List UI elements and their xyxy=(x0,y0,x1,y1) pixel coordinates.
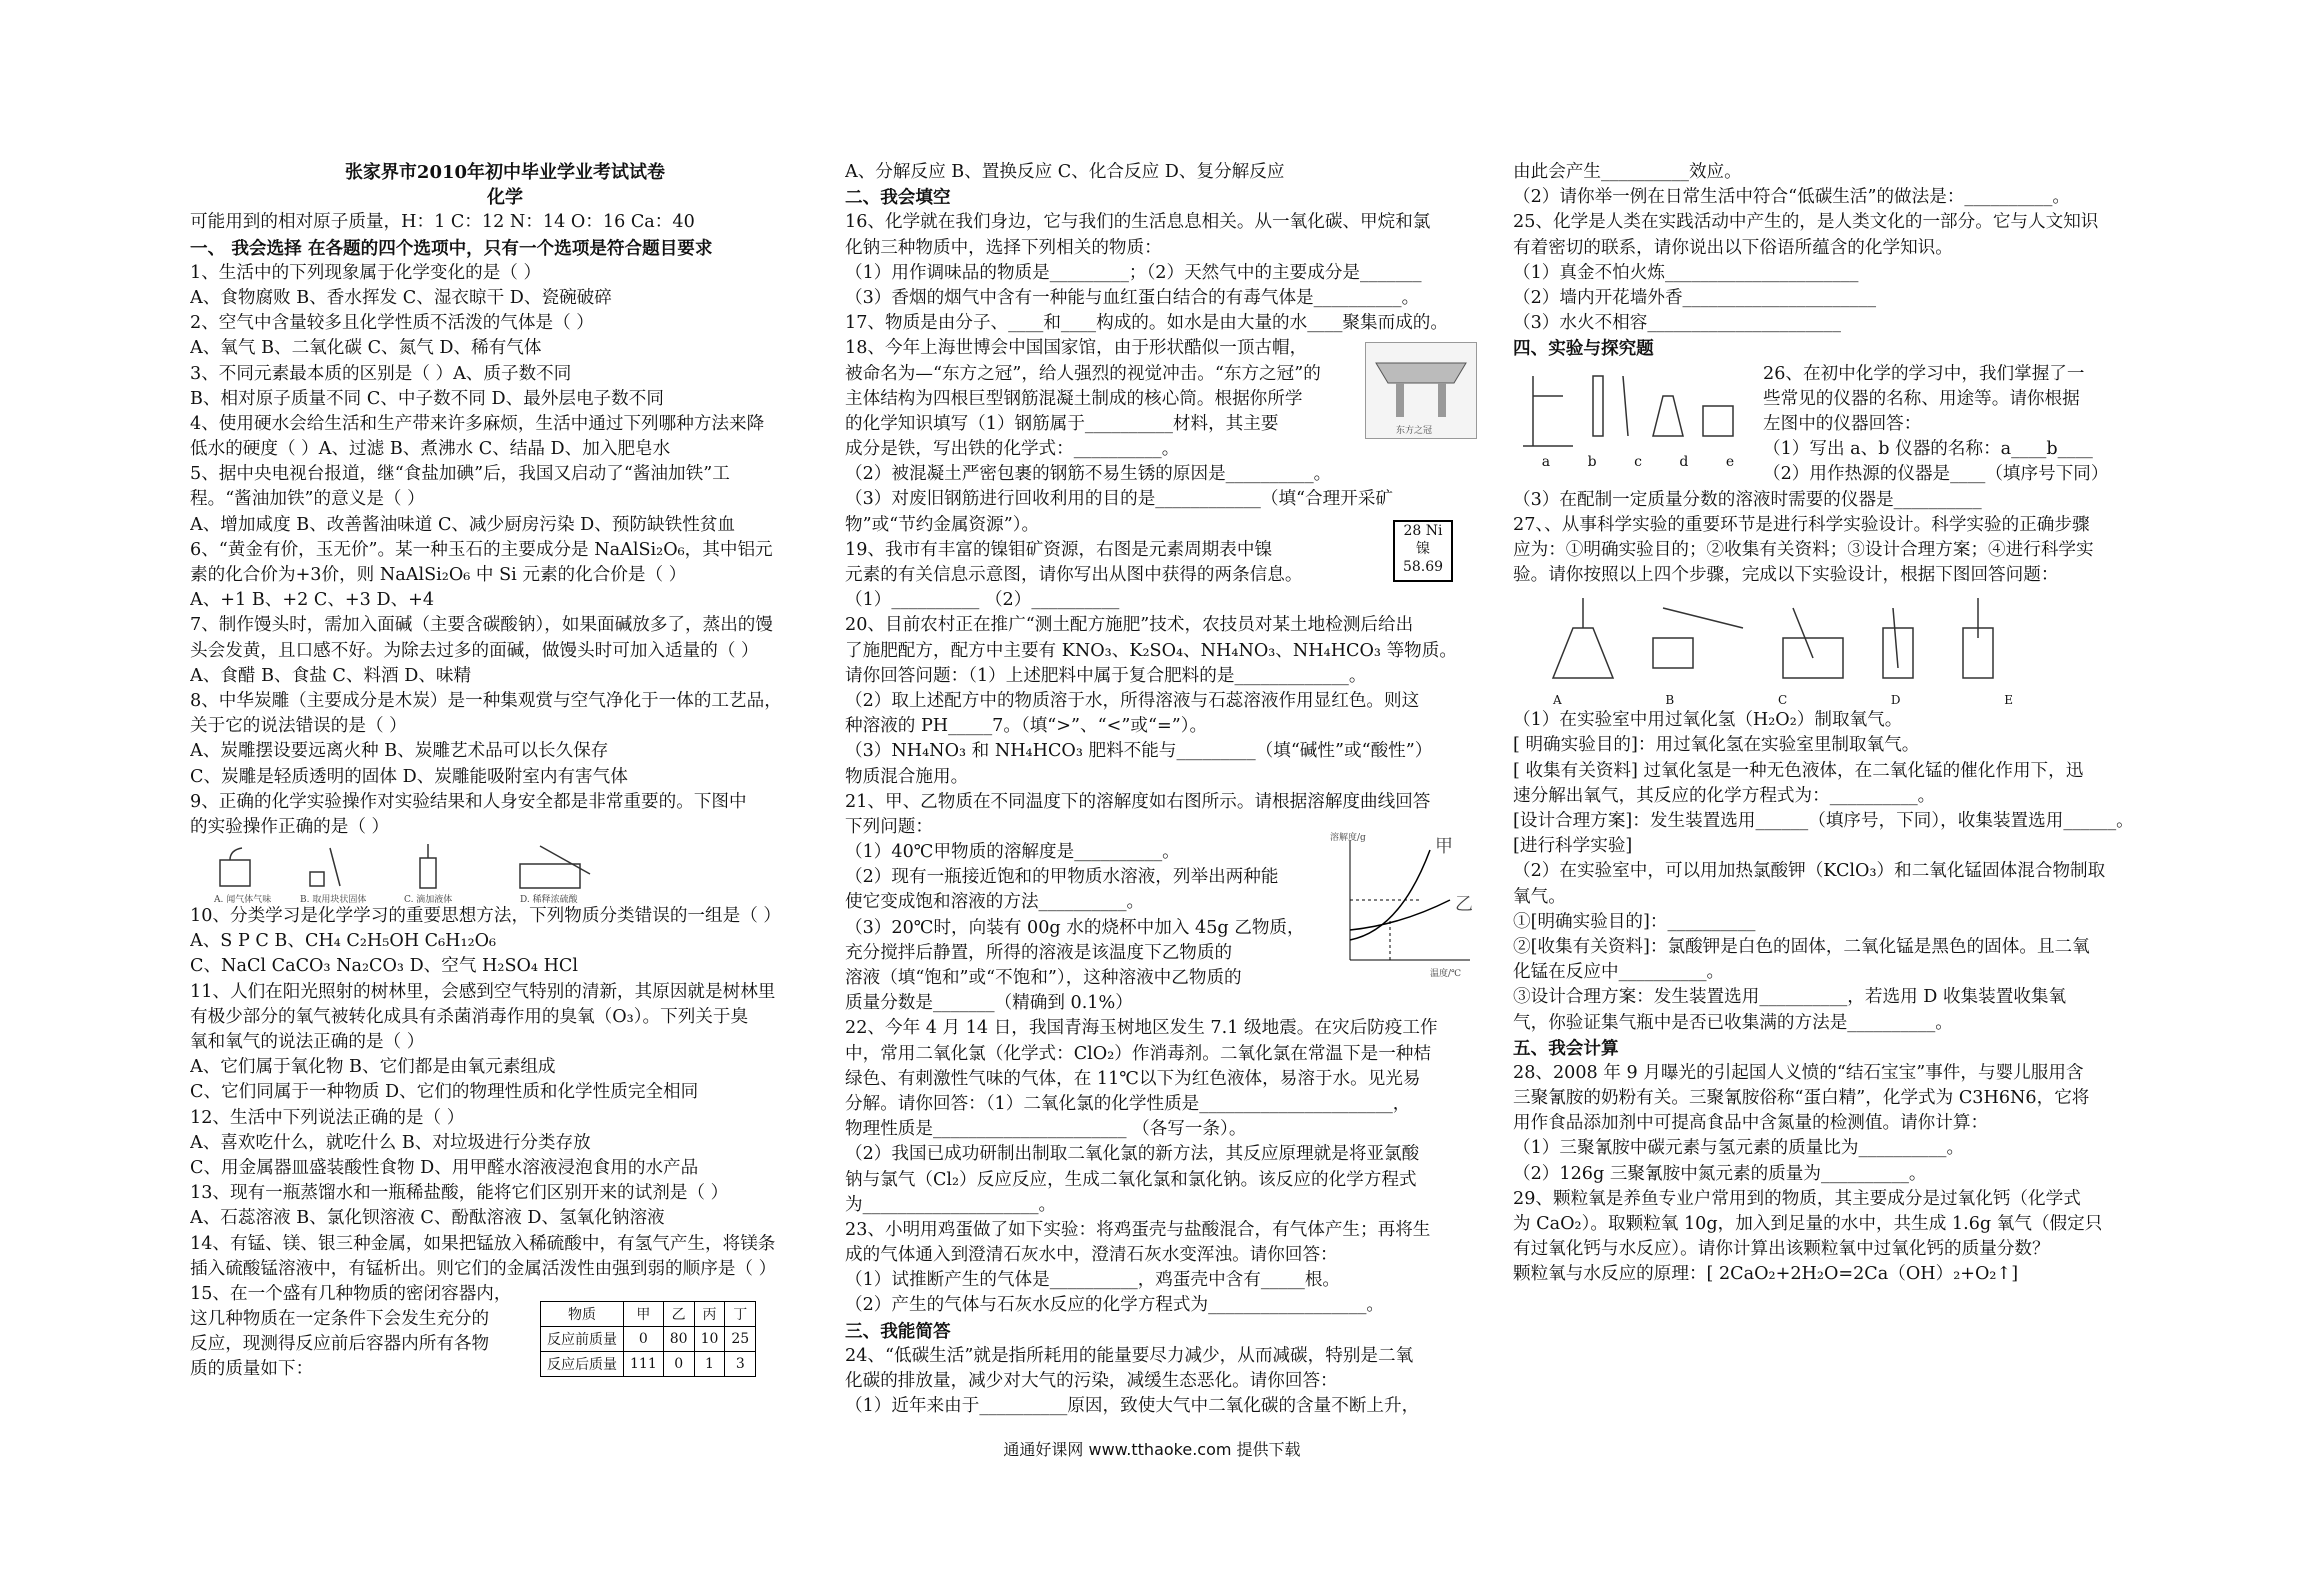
app-label: D xyxy=(1890,693,1901,708)
text-line: 氧和氧气的说法正确的是（ ） xyxy=(190,1032,425,1052)
text-line: 有过氧化钙与水反应）。请你计算出该颗粒氧中过氧化钙的质量分数？ xyxy=(1513,1239,2050,1260)
table-cell: 1 xyxy=(694,1352,725,1377)
ni-number: 28 xyxy=(1403,523,1422,539)
text-line: （1）40℃甲物质的溶解度是__________。 xyxy=(845,842,1180,863)
text-line: 被命名为—“东方之冠”，给人强烈的视觉冲击。“东方之冠”的 xyxy=(845,363,1321,384)
apparatus-figure xyxy=(1513,588,2143,708)
table-cell: 25 xyxy=(725,1327,756,1352)
text-line: 颗粒氧与水反应的原理：[ 2CaO₂+2H₂O=2Ca（OH）₂+O₂↑] xyxy=(1513,1264,2019,1285)
text-line: （1）写出 a、b 仪器的名称：a____b____ xyxy=(1763,439,2093,460)
column-1 xyxy=(190,160,820,1383)
text-line: 16、化学就在我们身边，它与我们的生活息息相关。从一氧化碳、甲烷和氯 xyxy=(845,212,1431,233)
text-line: 氧气。 xyxy=(1513,886,1566,907)
text-line: A、喜欢吃什么，就吃什么 B、对垃圾进行分类存放 xyxy=(190,1132,591,1153)
text-line: 12、生活中下列说法正确的是（ ） xyxy=(190,1107,465,1128)
text-line: ①[明确实验目的]：__________ xyxy=(1513,911,1756,932)
table-cell: 反应前质量 xyxy=(541,1327,624,1352)
crown-image xyxy=(1365,342,1477,439)
text-line: 6、“黄金有价，玉无价”。某一种玉石的主要成分是 NaAlSi₂O₆，其中铝元 xyxy=(190,539,773,560)
text-line: （3）水火不相容______________________ xyxy=(1513,313,1841,334)
text-line: （1）在实验室中用过氧化氢（H₂O₂）制取氧气。 xyxy=(1513,710,1903,731)
text-line: （1）近年来由于__________原因，致使大气中二氧化碳的含量不断上升， xyxy=(845,1396,1420,1417)
ni-mass: 58.69 xyxy=(1402,559,1444,575)
text-line: 14、有锰、镁、银三种金属，如果把锰放入稀硫酸中，有氢气产生，将镁条 xyxy=(190,1233,776,1254)
text-line: A、食醋 B、食盐 C、料酒 D、味精 xyxy=(190,665,472,686)
fig9-label-c: C. 滴加液体 xyxy=(404,895,453,906)
text-line: 9、正确的化学实验操作对实验结果和人身安全都是非常重要的。下图中 xyxy=(190,791,747,812)
text-line: 的化学知识填写（1）钢筋属于__________材料，其主要 xyxy=(845,413,1279,434)
text-line: A、增加咸度 B、改善酱油味道 C、减少厨房污染 D、预防缺铁性贫血 xyxy=(190,514,736,535)
text-line: ③设计合理方案：发生装置选用__________，若选用 D 收集装置收集氧 xyxy=(1513,987,2067,1008)
table-cell: 80 xyxy=(663,1327,694,1352)
text-line: 28、2008 年 9 月曝光的引起国人义愤的“结石宝宝”事件，与婴儿服用含 xyxy=(1513,1062,2084,1083)
curve-label-jia: 甲 xyxy=(1435,836,1453,857)
table-cell: 111 xyxy=(624,1352,664,1377)
text-line: 用作食品添加剂中可提高食品中含氮量的检测值。请你计算： xyxy=(1513,1113,1989,1134)
text-line: 左图中的仪器回答： xyxy=(1763,413,1922,434)
crown-caption: 东方之冠 xyxy=(1396,426,1433,436)
text-line: 1、生活中的下列现象属于化学变化的是（ ） xyxy=(190,262,542,283)
text-line: 质量分数是_______（精确到 0.1%） xyxy=(845,993,1133,1014)
text-line: 二、我会填空 xyxy=(845,187,951,209)
text-line: 25、化学是人类在实践活动中产生的，是人类文化的一部分。它与人文知识 xyxy=(1513,212,2099,233)
text-line: B、相对原子质量不同 C、中子数不同 D、最外层电子数不同 xyxy=(190,388,664,409)
q9-figure xyxy=(190,844,820,906)
text-line: （2）产生的气体与石灰水反应的化学方程式为__________________。 xyxy=(845,1295,1385,1316)
page-footer: 通通好课网 www.tthaoke.com 提供下载 xyxy=(1003,1440,1301,1459)
text-line: 物理性质是______________________ （各写一条）。 xyxy=(845,1119,1247,1140)
text-line: A、炭雕摆设要远离火种 B、炭雕艺术品可以长久保存 xyxy=(190,741,609,762)
text-line: 绿色、有刺激性气味的气体，在 11℃以下为红色液体，易溶于水。见光易 xyxy=(845,1068,1421,1089)
table-cell: 0 xyxy=(663,1352,694,1377)
text-line: 23、小明用鸡蛋做了如下实验：将鸡蛋壳与盐酸混合，有气体产生；再将生 xyxy=(845,1219,1431,1240)
text-line: 15、在一个盛有几种物质的密闭容器内， xyxy=(190,1283,512,1304)
text-line: [进行科学实验] xyxy=(1513,836,1633,857)
text-line: （3）对废旧钢筋进行回收利用的目的是____________（填“合理开采矿 xyxy=(845,489,1394,510)
text-line: 成的气体通入到澄清石灰水中，澄清石灰水变浑浊。请你回答： xyxy=(845,1245,1338,1266)
text-line: 三聚氰胺的奶粉有关。三聚氰胺俗称“蛋白精”，化学式为 C3H6N6，它将 xyxy=(1513,1088,2090,1109)
inst-label: b xyxy=(1587,453,1597,470)
text-line: 种溶液的 PH_____7。（填“>”、“<”或“=”）。 xyxy=(845,716,1208,737)
text-line: 为____________________。 xyxy=(845,1194,1057,1215)
text-line: 22、今年 4 月 14 日，我国青海玉树地区发生 7.1 级地震。在灾后防疫工作 xyxy=(845,1018,1438,1039)
text-line: 8、中华炭雕（主要成分是木炭）是一种集观赏与空气净化于一体的工艺品， xyxy=(190,690,782,711)
text-line: 的实验操作正确的是（ ） xyxy=(190,816,390,837)
apparatus-drawings xyxy=(1513,588,2133,688)
nickel-element-card xyxy=(1393,520,1453,582)
text-line: 13、现有一瓶蒸馏水和一瓶稀盐酸，能将它们区别开来的试剂是（ ） xyxy=(190,1183,729,1204)
table-cell: 3 xyxy=(725,1352,756,1377)
q26-block xyxy=(1513,362,2143,488)
text-line: A、氧气 B、二氧化碳 C、氮气 D、稀有气体 xyxy=(190,338,542,359)
text-line: ②[收集有关资料]：氯酸钾是白色的固体，二氧化锰是黑色的固体。且二氧 xyxy=(1513,936,2090,957)
text-line: 质的质量如下： xyxy=(190,1359,314,1380)
ni-symbol: Ni xyxy=(1425,523,1443,539)
text-line: 钠与氯气（Cl₂）反应反应，生成二氧化氯和氯化钠。该反应的化学方程式 xyxy=(845,1169,1417,1190)
text-line: 3、不同元素最本质的区别是（ ）A、质子数不同 xyxy=(190,363,572,384)
text-line: 使它变成饱和溶液的方法__________。 xyxy=(845,892,1145,913)
text-line: [ 收集有关资料] 过氧化氢是一种无色液体，在二氧化锰的催化作用下，迅 xyxy=(1513,760,2084,781)
column-3 xyxy=(1513,160,2143,1288)
text-line: 溶液（填“饱和”或“不饱和”），这种溶液中乙物质的 xyxy=(845,968,1242,988)
text-line: 这几种物质在一定条件下会发生充分的 xyxy=(190,1309,490,1330)
text-line: [ 明确实验目的]：用过氧化氢在实验室里制取氧气。 xyxy=(1513,735,1920,756)
text-line: 充分搅拌后静置，所得的溶液是该温度下乙物质的 xyxy=(845,942,1233,963)
table-cell: 物质 xyxy=(541,1302,624,1327)
text-line: [设计合理方案]：发生装置选用______（填序号，下同），收集装置选用______。 xyxy=(1513,811,2134,831)
text-line: 20、目前农村正在推广“测土配方施肥”技术，农技员对某土地检测后给出 xyxy=(845,615,1414,636)
text-line: 24、“低碳生活”就是指所耗用的能量要尽力减少，从而减碳，特别是二氧 xyxy=(845,1345,1414,1366)
text-line: A、石蕊溶液 B、氯化钡溶液 C、酚酞溶液 D、氢氧化钠溶液 xyxy=(190,1208,665,1229)
ni-name: 镍 xyxy=(1416,541,1430,557)
text-line: 四、实验与探究题 xyxy=(1513,338,1654,360)
text-line: 有着密切的联系，请你说出以下俗语所蕴含的化学知识。 xyxy=(1513,237,1953,258)
fig9-label-a: A. 闻气体气味 xyxy=(214,895,272,906)
table-cell: 丙 xyxy=(694,1302,725,1327)
inst-label: e xyxy=(1725,453,1735,470)
graph-ylabel: 溶解度/g xyxy=(1330,833,1366,843)
graph-xlabel: 温度/℃ xyxy=(1430,969,1462,979)
inst-label: c xyxy=(1634,453,1642,470)
text-line: C、用金属器皿盛装酸性食物 D、用甲醛水溶液浸泡食用的水产品 xyxy=(190,1157,699,1178)
text-line: 化锰在反应中__________。 xyxy=(1513,962,1725,983)
text-line: C、NaCl CaCO₃ Na₂CO₃ D、空气 H₂SO₄ HCl xyxy=(190,956,578,977)
text-line: 素的化合价为+3价，则 NaAlSi₂O₆ 中 Si 元素的化合价是（ ） xyxy=(190,565,687,585)
text-line: A、S P C B、CH₄ C₂H₅OH C₆H₁₂O₆ xyxy=(190,931,497,952)
text-line: 2、空气中含量较多且化学性质不活泼的气体是（ ） xyxy=(190,313,594,334)
text-line: A、分解反应 B、置换反应 C、化合反应 D、复分解反应 xyxy=(845,162,1285,182)
text-line: （3）NH₄NO₃ 和 NH₄HCO₃ 肥料不能与_________（填“碱性”或“酸性”） xyxy=(845,741,1433,762)
exam-title: 张家界市2010年初中毕业学业考试试卷 xyxy=(344,162,666,183)
inst-label: d xyxy=(1679,453,1689,470)
text-line: 气，你验证集气瓶中是否已收集满的方法是__________。 xyxy=(1513,1012,1953,1033)
text-line: 19、我市有丰富的镍钼矿资源，右图是元素周期表中镍 xyxy=(845,539,1273,560)
text-line: 中，常用二氧化氯（化学式：ClO₂）作消毒剂。二氧化氯在常温下是一种桔 xyxy=(845,1043,1431,1064)
text-line: （1）用作调味品的物质是_________；（2）天然气中的主要成分是_______ xyxy=(845,262,1422,283)
text-line: A、它们属于氧化物 B、它们都是由氧元素组成 xyxy=(190,1057,556,1078)
instrument-labels xyxy=(1523,450,1753,475)
text-line: 为 CaO₂）。取颗粒氧 10g，加入到足量的水中，共生成 1.6g 氧气（假定只 xyxy=(1513,1214,2103,1234)
text-line: 有极少部分的氧气被转化成具有杀菌消毒作用的臭氧（O₃）。下列关于臭 xyxy=(190,1006,749,1027)
text-line: （2）取上述配方中的物质溶于水，所得溶液与石蕊溶液作用显红色。则这 xyxy=(845,690,1420,711)
text-line: （1）__________ （2）__________ xyxy=(845,590,1120,611)
app-label: C xyxy=(1777,693,1788,708)
text-line: （2）墙内开花墙外香______________________ xyxy=(1513,287,1877,308)
text-line: 29、颗粒氧是养鱼专业户常用到的物质，其主要成分是过氧化钙（化学式 xyxy=(1513,1188,2081,1209)
china-pavilion-picture xyxy=(1366,343,1476,423)
app-label: A xyxy=(1553,693,1562,708)
fig9-label-b: B. 取用块状固体 xyxy=(300,895,367,906)
text-line: 五、我会计算 xyxy=(1513,1037,1619,1059)
text-line: 7、制作馒头时，需加入面碱（主要含碳酸钠），如果面碱放多了，蒸出的馒 xyxy=(190,615,773,636)
text-line: 请你回答问题：（1）上述肥料中属于复合肥料的是_____________。 xyxy=(845,665,1367,686)
text-line: 速分解出氧气，其反应的化学方程式为：__________。 xyxy=(1513,785,1936,806)
text-line: （1）真金不怕火炼______________________ xyxy=(1513,262,1859,283)
text-line: 21、甲、乙物质在不同温度下的溶解度如右图所示。请根据溶解度曲线回答 xyxy=(845,791,1431,812)
text-line: 26、在初中化学的学习中，我们掌握了一 xyxy=(1763,363,2085,384)
text-line: （3）20℃时，向装有 00g 水的烧杯中加入 45g 乙物质， xyxy=(845,917,1305,938)
table-cell: 0 xyxy=(624,1327,664,1352)
text-line: （2）126g 三聚氰胺中氮元素的质量为__________。 xyxy=(1513,1163,1927,1184)
text-line: 插入硫酸锰溶液中，有锰析出。则它们的金属活泼性由强到弱的顺序是（ ） xyxy=(190,1258,777,1279)
text-line: 27、、从事科学实验的重要环节是进行科学实验设计。科学实验的正确步骤 xyxy=(1513,514,2090,535)
text-line: （3）香烟的烟气中含有一种能与血红蛋白结合的有毒气体是__________。 xyxy=(845,287,1420,308)
table-cell: 10 xyxy=(694,1327,725,1352)
fig9-label-d: D. 稀释浓硫酸 xyxy=(520,895,578,906)
text-line: （3）在配制一定质量分数的溶液时需要的仪器是__________ xyxy=(1513,489,1982,510)
text-line: 头会发黄，且口感不好。为除去过多的面碱，做馒头时可加入适量的（ ） xyxy=(190,640,759,661)
text-line: （2）用作热源的仪器是____（填序号下同） xyxy=(1763,464,2109,485)
text-line: （2）请你举一例在日常生活中符合“低碳生活”的做法是：__________。 xyxy=(1513,187,2070,208)
table-cell: 乙 xyxy=(663,1302,694,1327)
text-line: 18、今年上海世博会中国国家馆，由于形状酷似一顶古帽， xyxy=(845,338,1308,359)
exam-subject: 化学 xyxy=(487,187,523,209)
text-line: 一、 我会选择 在各题的四个选项中，只有一个选项是符合题目要求 xyxy=(190,237,713,259)
text-line: 11、人们在阳光照射的树林里，会感到空气特别的清新，其原因就是树林里 xyxy=(190,981,776,1002)
text-line: 下列问题： xyxy=(845,816,933,837)
table-cell: 反应后质量 xyxy=(541,1352,624,1377)
text-line: 关于它的说法错误的是（ ） xyxy=(190,716,407,737)
text-line: （2）在实验室中，可以用加热氯酸钾（KClO₃）和二氧化锰固体混合物制取 xyxy=(1513,861,2106,882)
text-line: 4、使用硬水会给生活和生产带来许多麻烦，生活中通过下列哪种方法来降 xyxy=(190,413,765,434)
text-line: 17、物质是由分子、____和____构成的。如水是由大量的水____聚集而成的。 xyxy=(845,313,1448,334)
text-line: （2）被混凝土严密包裹的钢筋不易生锈的原因是__________。 xyxy=(845,464,1332,485)
text-line: 分解。请你回答：（1）二氧化氯的化学性质是______________________， xyxy=(845,1093,1411,1114)
text-line: 三、我能简答 xyxy=(845,1320,951,1342)
apparatus-labels xyxy=(1553,688,2013,713)
text-line: 些常见的仪器的名称、用途等。请你根据 xyxy=(1763,388,2080,409)
text-line: 可能用到的相对原子质量，H：1 C：12 N：14 O：16 Ca：40 xyxy=(190,212,695,233)
text-line: 化钠三种物质中，选择下列相关的物质： xyxy=(845,237,1162,258)
text-line: 物”或“节约金属资源”）。 xyxy=(845,514,1040,535)
text-line: 10、分类学习是化学学习的重要思想方法，下列物质分类错误的一组是（ ） xyxy=(190,906,781,927)
text-line: （2）我国已成功研制出制取二氧化氯的新方法，其反应原理就是将亚氯酸 xyxy=(845,1144,1420,1165)
text-line: （1）试推断产生的气体是__________，鸡蛋壳中含有_____根。 xyxy=(845,1270,1341,1291)
text-line: 化碳的排放量，减少对大气的污染，减缓生态恶化。请你回答： xyxy=(845,1371,1338,1391)
curve-label-yi: 乙 xyxy=(1455,894,1473,915)
text-line: C、炭雕是轻质透明的固体 D、炭雕能吸附室内有害气体 xyxy=(190,766,628,787)
app-label: E xyxy=(2004,693,2013,708)
text-line: 由此会产生__________效应。 xyxy=(1513,162,1742,182)
text-line: 成分是铁，写出铁的化学式：__________。 xyxy=(845,439,1180,460)
app-label: B xyxy=(1665,693,1675,708)
text-line: A、+1 B、+2 C、+3 D、+4 xyxy=(190,590,435,611)
solubility-graph xyxy=(1330,830,1480,980)
text-line: A、食物腐败 B、香水挥发 C、湿衣晾干 D、瓷碗破碎 xyxy=(190,287,612,308)
text-line: 应为：①明确实验目的；②收集有关资料；③设计合理方案；④进行科学实 xyxy=(1513,539,2094,560)
text-line: 反应，现测得反应前后容器内所有各物 xyxy=(190,1334,490,1355)
table-cell: 丁 xyxy=(725,1302,756,1327)
text-line: （1）三聚氰胺中碳元素与氢元素的质量比为__________。 xyxy=(1513,1138,1965,1159)
text-line: 元素的有关信息示意图，请你写出从图中获得的两条信息。 xyxy=(845,565,1303,585)
text-line: 验。请你按照以上四个步骤，完成以下实验设计，根据下图回答问题： xyxy=(1513,565,2059,586)
text-line: 主体结构为四根巨型钢筋混凝土制成的核心筒。根据你所学 xyxy=(845,388,1303,409)
inst-label: a xyxy=(1541,453,1551,470)
q15-mass-table xyxy=(540,1301,756,1377)
text-line: 了施肥配方，配方中主要有 KNO₃、K₂SO₄、NH₄NO₃、NH₄HCO₃ 等物质。 xyxy=(845,640,1457,661)
text-line: 物质混合施用。 xyxy=(845,766,969,787)
text-line: （2）现有一瓶接近饱和的甲物质水溶液，列举出两种能 xyxy=(845,867,1279,888)
text-line: C、它们同属于一种物质 D、它们的物理性质和化学性质完全相同 xyxy=(190,1082,699,1103)
text-line: 程。“酱油加铁”的意义是（ ） xyxy=(190,489,425,510)
text-line: 5、据中央电视台报道，继“食盐加碘”后，我国又启动了“酱油加铁”工 xyxy=(190,464,730,485)
text-line: 低水的硬度（ ）A、过滤 B、煮沸水 C、结晶 D、加入肥皂水 xyxy=(190,439,671,460)
table-cell: 甲 xyxy=(624,1302,664,1327)
